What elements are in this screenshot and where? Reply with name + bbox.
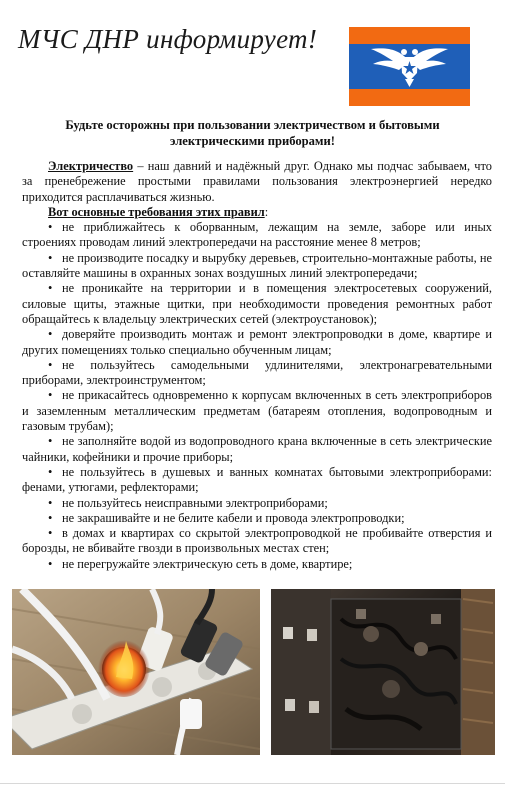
- bullet-icon: •: [48, 220, 53, 235]
- rule-text: не проникайте на территории и в помещения электросетевых сооружений, силовые щиты, этажные щитки, при необходимости проведения ремонтных работ обращайтесь к владельцу электрических сетей (электроустановок);: [22, 281, 492, 326]
- rule-text: не пользуйтесь самодельными удлинителями, электронагревательными приборами, электроинструментом;: [22, 357, 492, 388]
- bullet-icon: •: [48, 250, 53, 265]
- rules-heading-suffix: :: [264, 204, 269, 219]
- document-heading: Будьте осторожны при пользовании электричеством и бытовыми электрическими приборами!: [65, 118, 440, 148]
- bullet-icon: •: [48, 357, 53, 372]
- rule-text: не пользуйтесь неисправными электроприборами;: [62, 495, 328, 510]
- rule-item: [22, 511, 492, 526]
- intro-text: – наш давний и надёжный друг. Однако мы подчас забываем, что за пренебрежение простыми правилами пользования электроэнергией нередко приходится расплачиваться жизнью.: [22, 159, 492, 204]
- rule-text: не перегружайте электрическую сеть в доме, квартире;: [62, 556, 353, 571]
- rule-text: доверяйте производить монтаж и ремонт электропроводки в доме, квартире и других помещениях только специально обученным лицам;: [22, 327, 492, 357]
- rule-item: [22, 526, 492, 557]
- rule-item: [22, 388, 492, 434]
- rules-list: [22, 220, 492, 572]
- bullet-icon: •: [48, 281, 53, 296]
- rule-text: в домах и квартирах со скрытой электропроводкой не пробивайте отверстия и борозды, не вбивайте гвозди в произвольных местах стен;: [22, 526, 492, 556]
- rule-text: не пользуйтесь в душевых и ванных комнатах бытовыми электроприборами: фенами, утюгами, рефлекторами;: [22, 464, 492, 495]
- bullet-icon: •: [48, 327, 53, 342]
- bullet-icon: •: [48, 434, 53, 449]
- bullet-icon: •: [48, 388, 53, 403]
- burning-power-strip-photo: [12, 589, 260, 755]
- rule-item: [22, 465, 492, 496]
- rule-text: не закрашивайте и не белите кабели и провода электропроводки;: [62, 510, 405, 525]
- intro-paragraph: [22, 159, 492, 205]
- rule-text: не прикасайтесь одновременно к корпусам включенных в сеть электроприборов и заземленным металлическим предметам (батареям отопления, водопроводным и газовым трубам);: [22, 388, 492, 434]
- bullet-icon: •: [48, 464, 53, 479]
- rule-text: не приближайтесь к оборванным, лежащим на земле, заборе или иных строениях проводам линий электропередачи на расстояние менее 8 метров;: [22, 220, 492, 250]
- rule-item: [22, 557, 492, 572]
- rule-item: [22, 251, 492, 282]
- document-body: [22, 159, 492, 572]
- rule-text: не производите посадку и вырубку деревьев, строительно-монтажные работы, не оставляйте машины в охранных зонах воздушных линий электропередачи;: [22, 250, 492, 281]
- bullet-icon: •: [48, 526, 53, 541]
- intro-keyword: Электричество: [48, 159, 134, 173]
- rule-item: [22, 358, 492, 389]
- burnt-electrical-panel-photo: [271, 589, 495, 755]
- rules-heading: Вот основные требования этих правил: [48, 204, 265, 219]
- bullet-icon: •: [48, 510, 53, 525]
- rule-item: [22, 281, 492, 327]
- rules-heading-line: [22, 205, 492, 220]
- page-title: МЧС ДНР информирует!: [18, 24, 318, 54]
- eagle-emblem-icon: [349, 27, 470, 106]
- rule-item: [22, 220, 492, 251]
- bullet-icon: •: [48, 556, 53, 571]
- rule-item: [22, 434, 492, 465]
- mchs-flag: [349, 27, 470, 106]
- bullet-icon: •: [48, 495, 53, 510]
- page-divider: [0, 783, 505, 784]
- rule-item: [22, 496, 492, 511]
- rule-item: [22, 327, 492, 358]
- rule-text: не заполняйте водой из водопроводного крана включенные в сеть электрические чайники, кофейники и прочие приборы;: [22, 434, 492, 464]
